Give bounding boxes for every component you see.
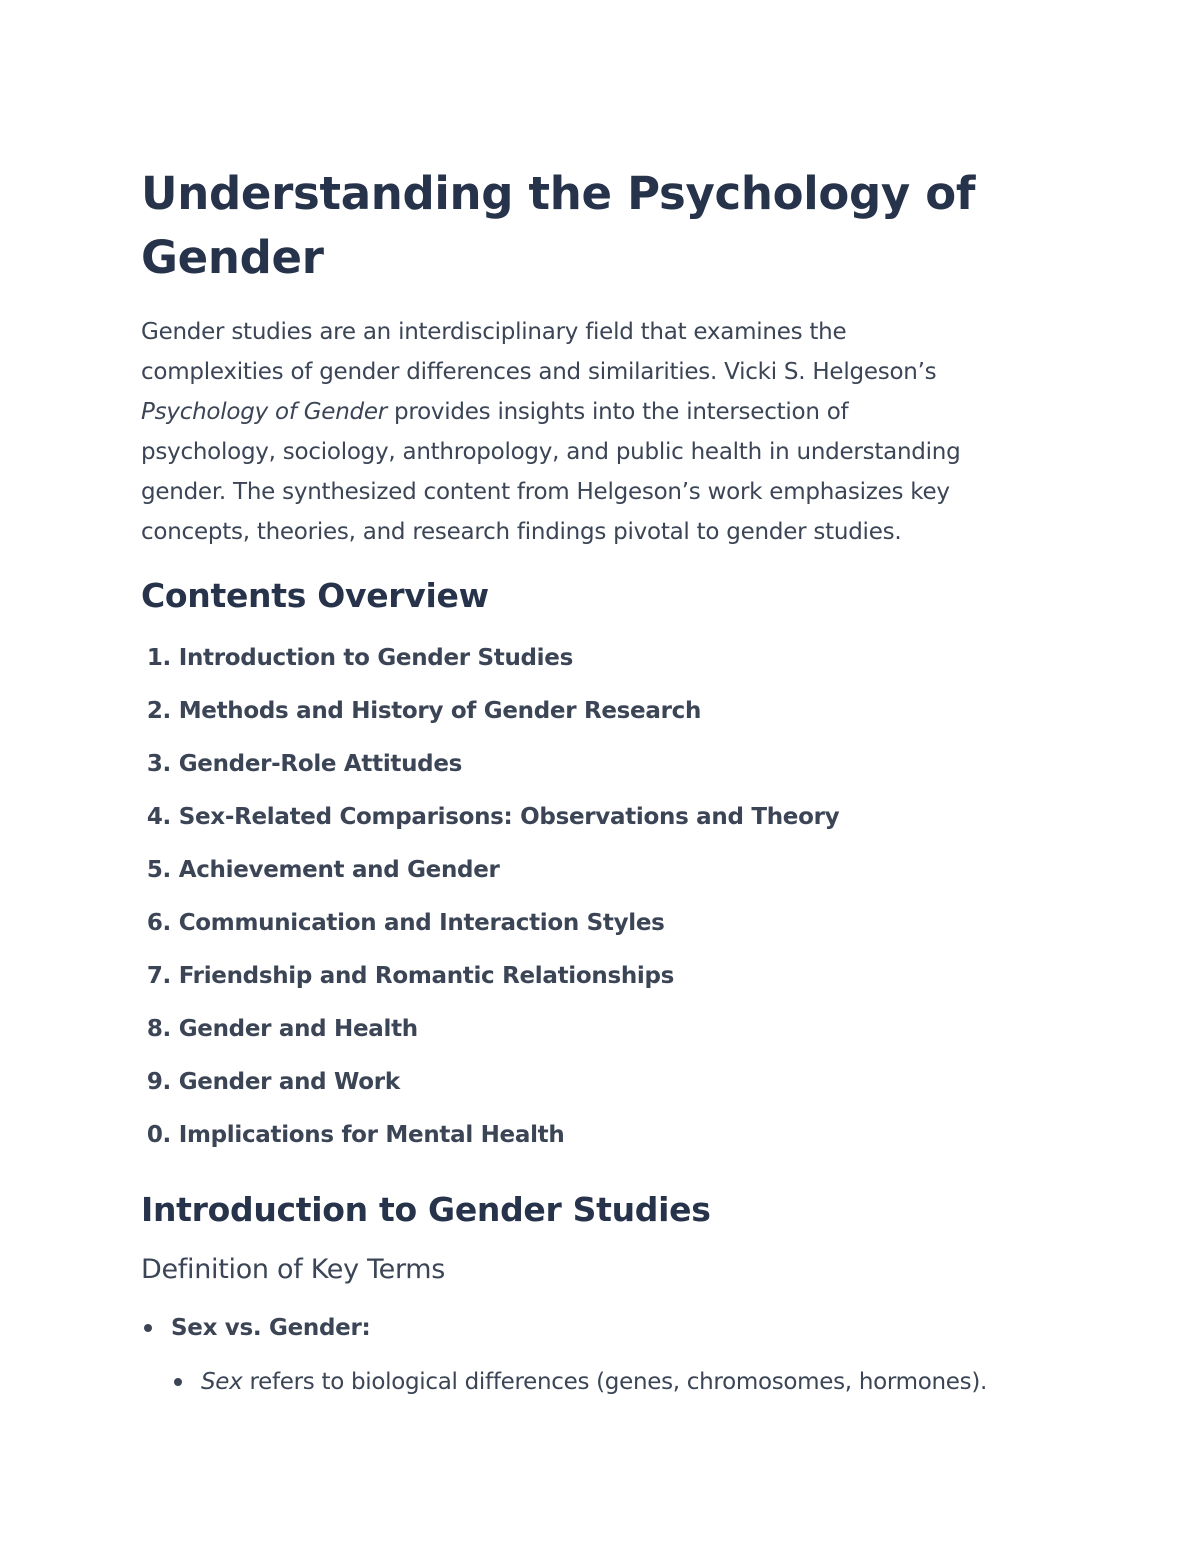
toc-label: Achievement and Gender: [178, 857, 500, 883]
toc-item: [141, 744, 1041, 797]
intro-line: gender. The synthesized content from Helgeson’s work emphasizes key: [141, 479, 950, 505]
toc-item: [141, 903, 1041, 956]
bullet-icon: [144, 1324, 152, 1332]
term-label: Sex vs. Gender:: [171, 1315, 371, 1341]
document-page: [141, 162, 1041, 1402]
toc-label: Gender-Role Attitudes: [178, 751, 463, 777]
toc-number: 1.: [146, 645, 171, 671]
intro-line-rest: provides insights into the intersection of: [386, 399, 849, 425]
intro-line: complexities of gender differences and similarities. Vicki S. Helgeson’s: [141, 359, 937, 385]
toc-item: [141, 1009, 1041, 1062]
toc-item: [141, 1115, 1041, 1168]
terms-list: [141, 1308, 1041, 1402]
toc-item: [141, 850, 1041, 903]
toc-label: Gender and Health: [178, 1016, 418, 1042]
toc-number: 2.: [146, 698, 171, 724]
book-title: Psychology of Gender: [141, 399, 387, 425]
bullet-icon: [174, 1378, 182, 1386]
toc-number: 8.: [146, 1016, 171, 1042]
toc-label: Friendship and Romantic Relationships: [178, 963, 675, 989]
intro-paragraph: [141, 312, 1041, 552]
toc-number: 3.: [146, 751, 171, 777]
toc-label: Introduction to Gender Studies: [178, 645, 573, 671]
toc-label: Gender and Work: [178, 1069, 400, 1095]
contents-heading: Contents Overview: [141, 576, 489, 615]
toc-item: [141, 797, 1041, 850]
toc-item: [141, 638, 1041, 691]
contents-list: [141, 638, 1041, 1168]
toc-number: 4.: [146, 804, 171, 830]
toc-label: Implications for Mental Health: [178, 1122, 565, 1148]
toc-label: Methods and History of Gender Research: [178, 698, 702, 724]
toc-item: [141, 691, 1041, 744]
title-line-1: Understanding the Psychology of: [141, 167, 976, 220]
toc-label: Communication and Interaction Styles: [178, 910, 665, 936]
list-item: [171, 1362, 1041, 1402]
title-line-2: Gender: [141, 231, 324, 284]
intro-line: concepts, theories, and research findings pivotal to gender studies.: [141, 519, 902, 545]
toc-number: 5.: [146, 857, 171, 883]
document-title: [141, 162, 1041, 290]
toc-item: [141, 956, 1041, 1009]
toc-label: Sex-Related Comparisons: Observations and Theory: [178, 804, 840, 830]
sub-list: [171, 1362, 1041, 1402]
section-heading: Introduction to Gender Studies: [141, 1190, 711, 1229]
intro-line: Gender studies are an interdisciplinary field that examines the: [141, 319, 847, 345]
term-emphasis: Sex: [201, 1369, 243, 1395]
toc-number: 7.: [146, 963, 171, 989]
term-definition: refers to biological differences (genes, chromosomes, hormones).: [242, 1369, 988, 1395]
toc-number: 9.: [146, 1069, 171, 1095]
intro-line: psychology, sociology, anthropology, and public health in understanding: [141, 439, 961, 465]
intro-line: [141, 392, 1041, 432]
subsection-heading: Definition of Key Terms: [141, 1254, 446, 1285]
list-item: [141, 1308, 1041, 1402]
toc-number: 0.: [146, 1122, 171, 1148]
toc-item: [141, 1062, 1041, 1115]
toc-number: 6.: [146, 910, 171, 936]
